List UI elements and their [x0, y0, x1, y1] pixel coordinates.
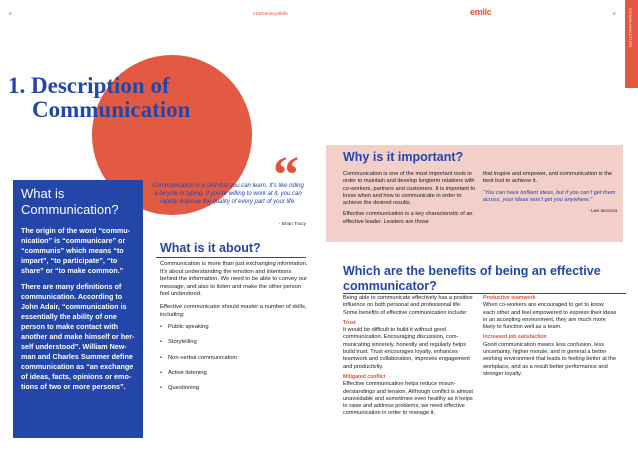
iacocca-quote: “You can have brilliant ideas, but if you can’t get them across, your ideas won’t get you anywhere.”	[483, 189, 616, 203]
title-line-2: Communication	[32, 97, 191, 122]
about-body	[160, 261, 308, 400]
about-heading: What is it about?	[160, 241, 261, 255]
trust-text: It would be difficult to build it without good communication. Encouraging discussion, communicating sincerely, honestly and regularly helps build trust. Trust encourages loyalty, enhances teamwork and collaboration, improves engagement and productivity.	[343, 327, 470, 370]
job-satisfaction-text: Good communication means less confusion, less uncertainty, higher morale, and in general a better working environment that leads to feeling better at the workplace, and as a result better performance and stronger loyalty.	[483, 341, 617, 377]
list-item: • Non-verbal communication	[160, 355, 308, 363]
about-divider	[156, 257, 306, 258]
running-header: 21stCenturySkills	[253, 11, 288, 16]
box-heading-line-1: What is	[21, 186, 65, 201]
benefits-heading: Which are the benefits of being an effective communicator?	[343, 264, 601, 293]
about-paragraph-2: Effective communicator should master a number of skills, including:	[160, 303, 307, 318]
about-paragraph-1: Communication is more than just exchanging information. It’s about understanding the emotion and intentions behind the information. We need to be able to convey our message, and also to listen and make the other person feel understood.	[160, 261, 308, 298]
why-paragraph-1: Communication is one of the most important tools in order to maintain and develop longterm relations with co-workers, partners and customers. It is important to know when and how to communicate in order to achieve the desired results.	[343, 171, 476, 207]
why-paragraph-2: Effective communication is a key characteristic of an effective leader. Leaders are those	[343, 211, 473, 225]
box-paragraph-2: There are many definitions of communication. According to John Adair, “communication is essentially the ability of one person to make contact with another and make himself or herself understood”. William Newman and Charles Summer define communication as “an exchange of ideas, facts, opinions or emotions of two or more persons”.	[21, 282, 135, 391]
conflict-title: Mitigated conflict	[343, 373, 386, 380]
why-heading: Why is it important?	[343, 150, 464, 164]
teamwork-title: Productive teamwork	[483, 295, 536, 301]
skills-list	[160, 324, 308, 392]
trust-title: Trust	[343, 319, 356, 326]
iacocca-author: - Lee Iacocca	[588, 209, 617, 215]
why-paragraph-3: that inspire and empower, and communication is the best tool to achieve it.	[483, 171, 613, 185]
list-item: • Questioning	[160, 385, 308, 393]
conflict-text: Effective communication helps reduce misunderstandings and tension. Although conflict is almost unavoidable and sometimes even healthy as it helps to raise and address problems, we need effective communication in order to manage it.	[343, 381, 473, 417]
chapter-side-tab	[625, 0, 638, 88]
benefits-column-2	[483, 295, 617, 381]
page-number-left: 8	[9, 11, 12, 16]
quote-author: - Brian Tracy	[278, 222, 306, 227]
job-satisfaction-title: Increased job satisfaction	[483, 334, 547, 341]
teamwork-text: When co-workers are encouraged to get to know each other and feel empowered to express their ideas in an accepting environment, they are much more likely to function well as a team.	[483, 302, 617, 331]
why-column-1	[343, 171, 477, 230]
list-item: • Public speaking	[160, 324, 308, 332]
right-page	[319, 0, 638, 452]
quote-mark-icon: “	[273, 147, 299, 204]
title-line-1: 1. Description of	[8, 73, 170, 98]
emilc-logo: emilc	[470, 7, 492, 17]
quote-text: Communication is a skill that you can learn. It’s like riding a bicycle or typing. If you’re willing to work at it, you can rapidly improve the quality of every part of your life.	[152, 183, 304, 206]
list-item: • Storytelling	[160, 339, 308, 347]
side-tab-label: COMMUNICATION	[628, 8, 633, 48]
what-is-communication-box	[13, 180, 143, 438]
benefits-intro: Being able to communicate effectively has a positive influence on both personal and professional life. Some benefits of effective communication include:	[343, 295, 473, 316]
box-heading-line-2: Communication?	[21, 202, 119, 217]
list-item: • Active listening	[160, 370, 308, 378]
page-number-right: 9	[613, 11, 616, 16]
why-column-2	[483, 171, 617, 215]
benefits-column-1	[343, 295, 477, 421]
box-paragraph-1: The origin of the word “communication” is “communicare” or “communis” which means “to impart”, “to participate”, “to share” or “to make common.”	[21, 226, 131, 275]
benefits-divider	[343, 293, 626, 294]
page-title	[8, 74, 190, 122]
